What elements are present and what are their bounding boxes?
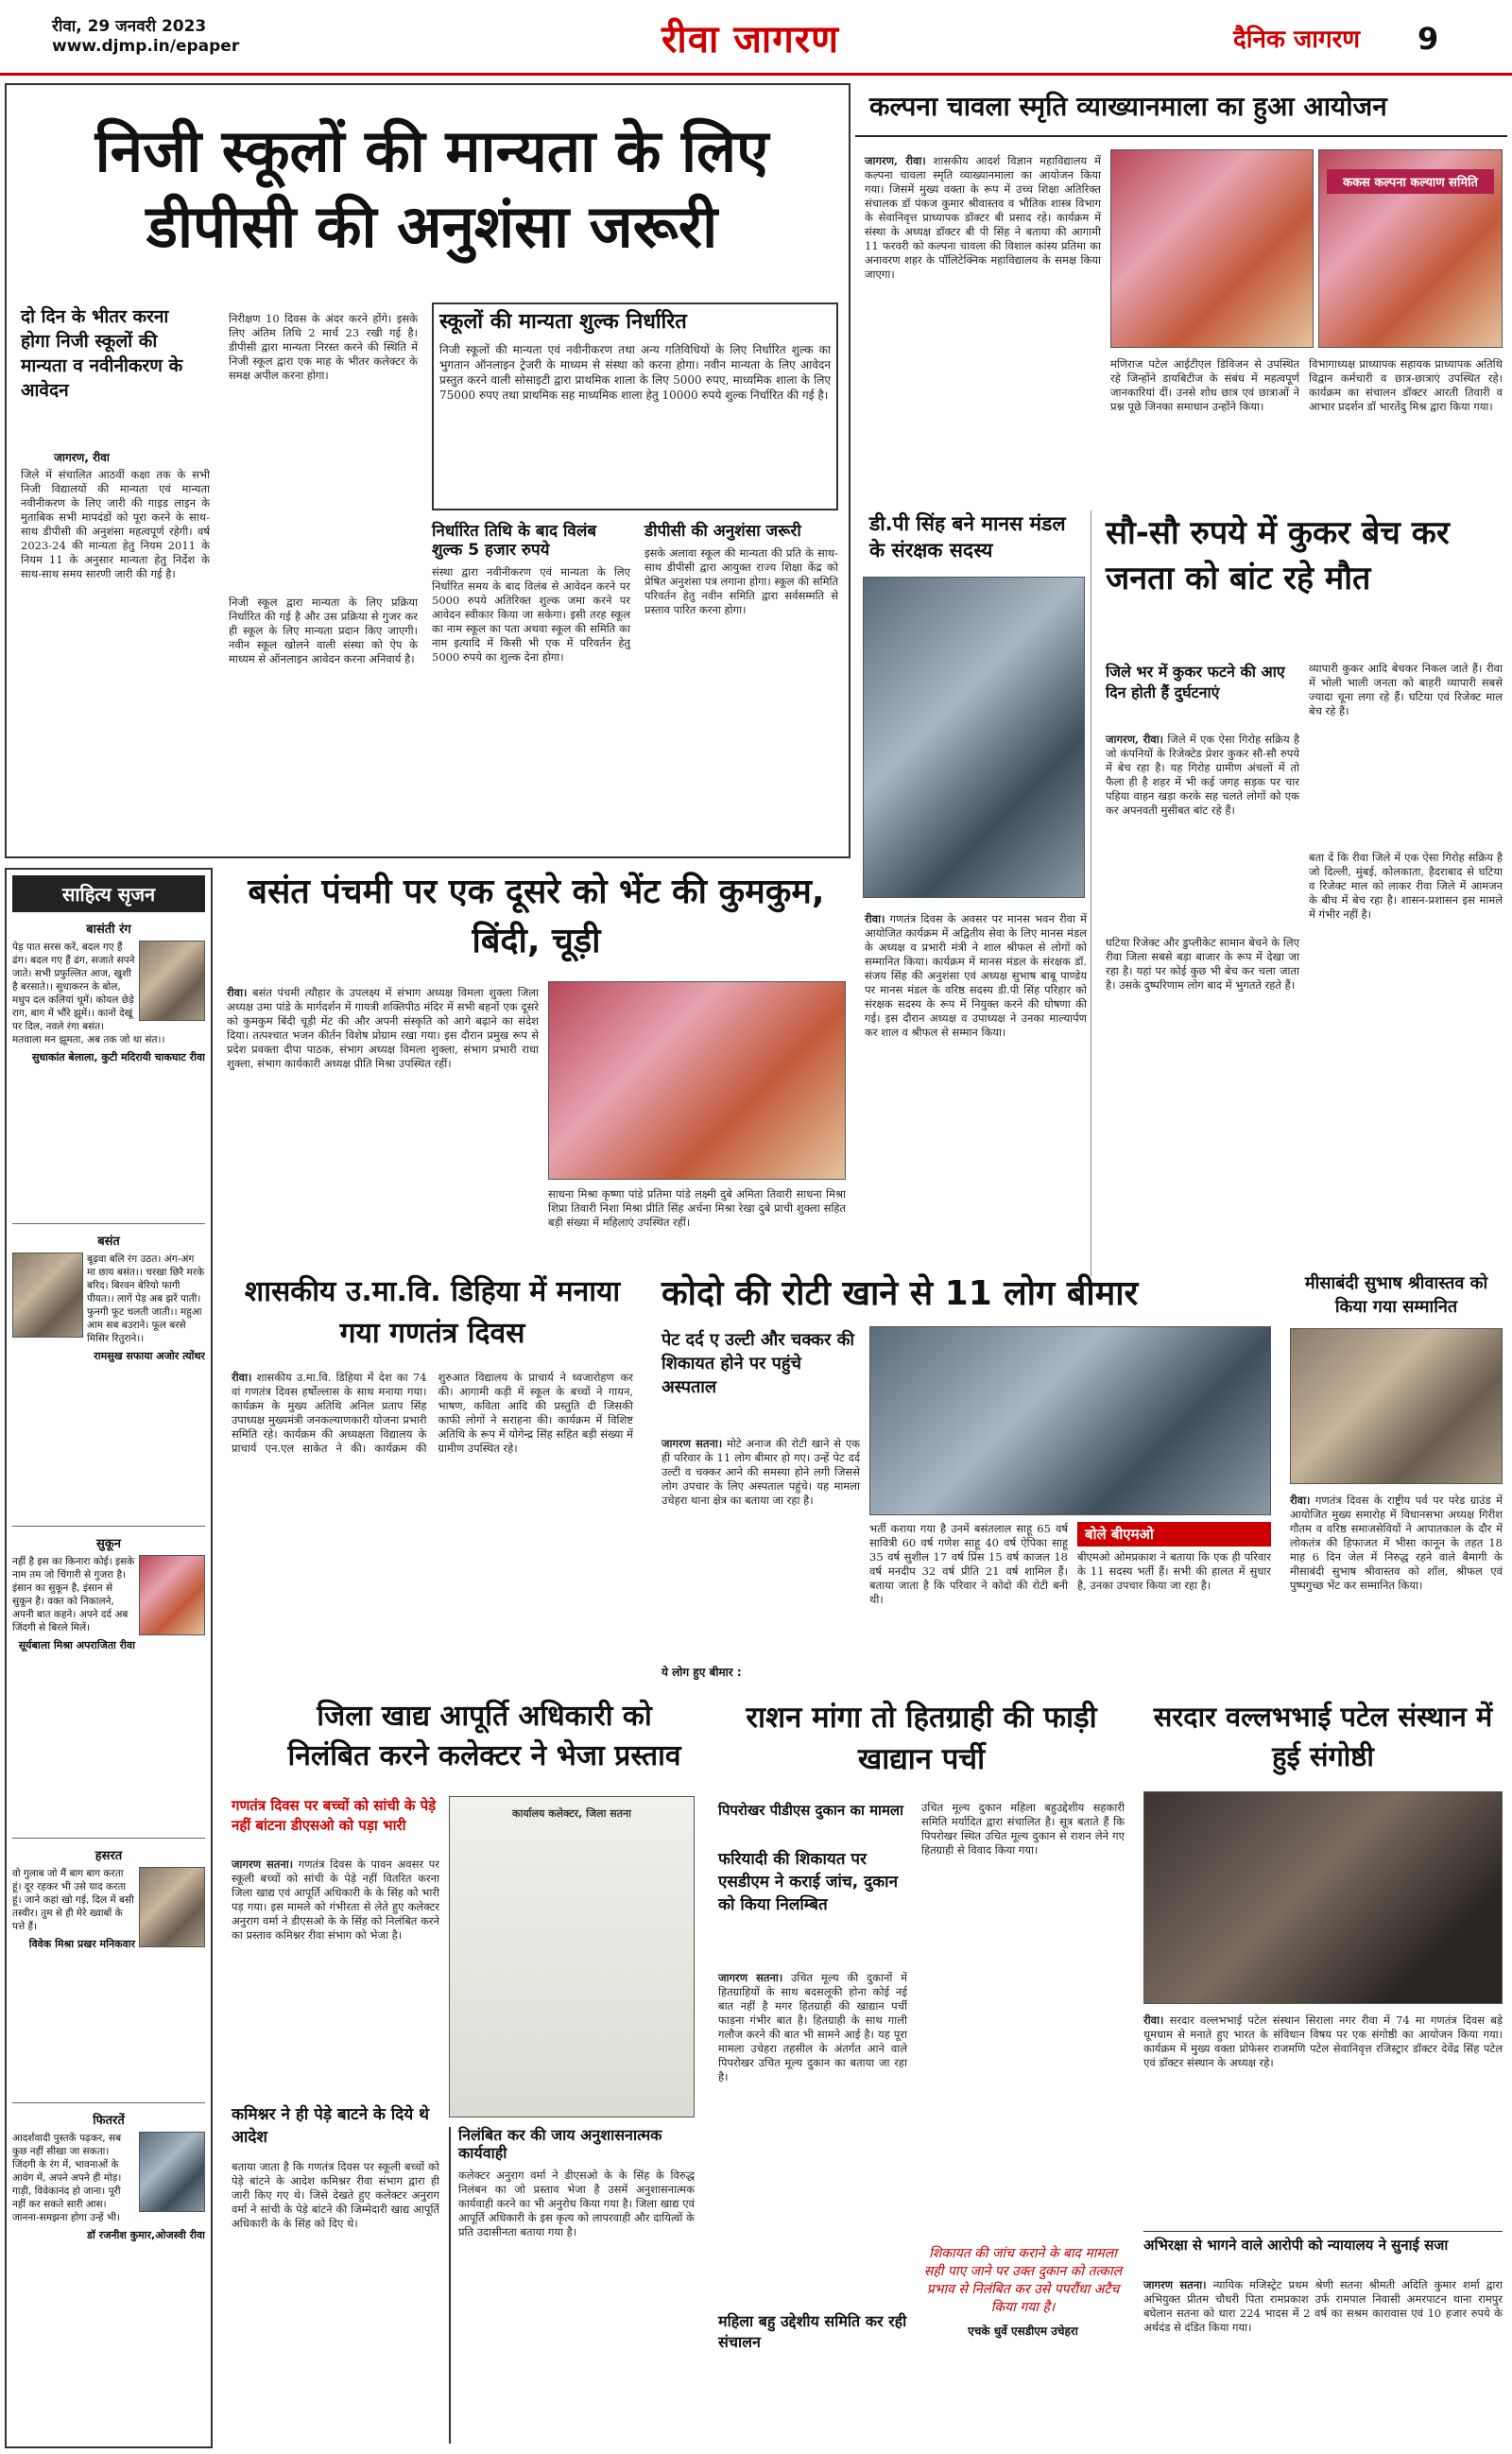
masthead-meta [52, 17, 239, 57]
khadya-kicker: गणतंत्र दिवस पर बच्चों को सांची के पेड़े नहीं बांटना डीएसओ को पड़ा भारी [232, 1797, 437, 1834]
dp-singh-body: रीवा। गणतंत्र दिवस के अवसर पर मानस भवन रीवा में आयोजित कार्यक्रम में अद्वितीय सेवा के लिए मानस मंडल के अध्यक्ष व प्रभारी मंत्री ने शाल श्रीफल से लोगों को सम्मानित किया। कार्यक्रम में मानस मंडल के संरक्षक डॉ. संजय सिंह की अनुशंसा एवं अध्यक्ष सुभाष बाबू पाण्डेय पर मानस मंडल के वरिष्ठ सदस्य डी.पी सिंह परिहार को संरक्षक सदस्य के रूप में नियुक्त करने की घोषणा की गई। इस दौरान अध्यक्ष व उपाध्यक्ष ने उनका माल्यार्पण कर शाल व श्रीफल से सम्मान किया। [865, 912, 1087, 1039]
poem-2-author: रामसुख सफाया अजोर त्योंथर [94, 1350, 205, 1362]
dpc-title: डीपीसी की अनुशंसा जरूरी [644, 522, 801, 541]
poem-3-author-photo [139, 1555, 205, 1635]
ration-pull-text: शिकायत की जांच कराने के बाद मामला सही पाए जाने पर उक्त दुकान को तत्काल प्रभाव से निलंबित कर उसे पपरौंधा अटैच किया गया है। [923, 2246, 1123, 2315]
lead-body-2: निरीक्षण 10 दिवस के अंदर करने होंगे। इसके लिए अंतिम तिथि 2 मार्च 23 रखी गई है। डीपीसी द्वारा मान्यता निरस्त करने की स्थिति में निजी स्कूल द्वारा एक माह के भीतर कलेक्टर के समक्ष अपील करना होगा। [229, 312, 418, 382]
kodo-body-2: भर्ती कराया गया है उनमें बसंतलाल साहू 65 वर्ष सावित्री 60 वर्ष गणेश साहू 40 वर्ष ऐपिका साहू 35 वर्ष सुशील 17 वर्ष प्रिंस 15 वर्ष काजल 18 वर्ष मनदीप 32 वर्ष प्रीति 21 वर्ष शामिल हैं। बताया जाता है कि परिवार ने कोदो की रोटी बनी थी। [869, 1522, 1068, 1606]
poem-2-author-photo [12, 1253, 83, 1338]
bmo-quote [1077, 1522, 1271, 1683]
basant-caption: साधना मिश्रा कृष्णा पांडे प्रतिमा पांडे लक्ष्मी दुबे अमिता तिवारी साधना मिश्रा शिप्रा तिवारी निशा मिश्रा प्रीति सिंह अर्चना मिश्रा रेखा दुबे प्राची शुक्ला सहित बड़ी संख्या में महिलाएं उपस्थित रहीं। [548, 1187, 846, 1229]
khadya-body: जागरण सतना। गणतंत्र दिवस के पावन अवसर पर स्कूली बच्चों को सांची के पेड़े नहीं वितरित करना जिला खाद्य एवं आपूर्ति अधिकारी के के सिंह को भारी पड़ गया। इस मामले को गंभीरता से लेते हुए कलेक्टर अनुराग वर्मा ने डीएसओ के के सिंह को निलंबित करने का प्रस्ताव कमिश्नर रीवा संभाग को भेजा है। [232, 1858, 440, 1942]
lead-dateline: जागरण, रीवा [54, 451, 110, 464]
cooker-body-1: जागरण, रीवा। जिले में एक ऐसा गिरोह सक्रिय है जो कंपनियों के रिजेक्टेड प्रेशर कुकर सौ-सौ रुपये में बेच रहा है। यह गिरोह ग्रामीण अंचलों में तो फैला ही है शहर में भी कई जगह सड़क पर चार पहिया वाहन खड़ा करके सह चलते लोगों को एक कर अपनवती मुसीबत बांट रहे हैं। [1106, 733, 1299, 817]
dihiya-body: रीवा। शासकीय उ.मा.वि. डिहिया में देश का 74 वां गणतंत्र दिवस हर्षोल्लास के साथ मनाया गया। कार्यक्रम के मुख्य अतिथि अनिल प्रताप सिंह उपाध्यक्ष मुख्यमंत्री जनकल्याणकारी योजना प्रभारी समिति रहे। कार्यक्रम की अध्यक्षता विद्यालय के प्राचार्य एन.एल साकेत ने की। कार्यक्रम की शुरुआत विद्यालय के प्राचार्य ने ध्वजारोहण कर की। आगामी कड़ी में स्कूल के बच्चों ने गायन, भाषण, कविता आदि की प्रस्तुति दी जिसकी काफी लोगों ने सराहना की। कार्यक्रम में विशिष्ट अतिथि के रूप में योगेन्द्र सिंह सहित बड़ी संख्या में ग्रामीण उपस्थित रहे। [232, 1371, 633, 1455]
poem-3-text: नहीं है इस का किनारा कोई। इसके नाम तम जो चिंगारी से गुजरा है। इंसान का सुकून है, इंसान से सुकून है। वक्त को निकालने, अपनी बात कहने। अपने दर्द अब जिंदगी से बिरले मिलें। [12, 1556, 135, 1633]
masthead [0, 0, 1512, 76]
patel-story [1139, 1697, 1507, 2448]
ration-story [713, 1697, 1129, 2448]
dp-singh-headline: डी.पी सिंह बने मानस मंडल के संरक्षक सदस्य [869, 512, 1066, 562]
kodo-headline: कोदो की रोटी खाने से 11 लोग बीमार [662, 1274, 1139, 1313]
cooker-deck: जिले भर में कुकर फटने की आए दिन होती हैं दुर्घटनाएं [1106, 663, 1285, 701]
lead-story [5, 83, 850, 858]
poem-3 [12, 1527, 205, 1839]
ration-headline: राशन मांगा तो हितग्राही की फाड़ी खाद्यान पर्ची [746, 1701, 1097, 1776]
poem-5 [12, 2103, 205, 2406]
kalpana-body: जागरण, रीवा। शासकीय आदर्श विज्ञान महाविद्यालय में कल्पना चावला स्मृति व्याख्यानमाला का आयोजन किया गया। जिसमें मुख्य वक्ता के रूप में उच्च शिक्षा अतिरिक्त संचालक डॉ पंकज कुमार श्रीवास्तव व भौतिक शास्त्र विभाग के सेवानिवृत्त प्राध्यापक डॉक्टर बी प्रसाद रहे। कार्यक्रम में संस्था के अध्यक्ष डॉक्टर बी पी सिंह ने बताया की आगामी 11 फरवरी को कल्पना चावला की विशाल कांस्य प्रतिमा का अनावरण शहर के पॉलिटेक्निक महाविद्यालय के समक्ष किया जाएगा। [865, 154, 1101, 281]
epaper-url[interactable]: www.djmp.in/epaper [52, 37, 240, 56]
poem-3-author: सूर्यबाला मिश्रा अपराजिता रीवा [18, 1639, 135, 1651]
khadya-box-title: निलंबित कर की जाय अनुशासनात्मक कार्यवाही [458, 2126, 662, 2162]
basant-body: रीवा। बसंत पंचमी त्यौहार के उपलक्ष्य में संभाग अध्यक्ष विमला शुक्ला जिला अध्यक्ष उमा पांडे के मार्गदर्शन में गायत्री शक्तिपीठ मंदिर में सभी बहनों एक दूसरे को कुमकुम बिंदी चूड़ी मेंट की और अपनी संस्कृति को आगे बढ़ाने का संदेश दिया। तत्पश्चात भजन कीर्तन विशेष प्रोग्राम रखा गया। इस दौरान प्रमुख रूप से प्रदेश प्रवक्ता दीपा पाठक, संभाग अध्यक्ष विमला शुक्ला, संभाग प्रभारी राधा शुक्ला, संभाग कार्यकारी अध्यक्ष प्रीति मिश्रा उपस्थित रहीं। [227, 986, 539, 1070]
kalpana-body-3: विभागाध्यक्ष प्राध्यापक सहायक प्राध्यापक अतिथि विद्वान कर्मचारी व छात्र-छात्राएं उपस्थित रहे। कार्यक्रम का संचालन डॉक्टर आरती तिवारी व आभार प्रदर्शन डॉ भारतेंदु मिश्र द्वारा किया गया। [1309, 357, 1503, 413]
kodo-story [652, 1271, 1276, 1687]
fees-box-body: निजी स्कूलों की मान्यता एवं नवीनीकरण तथा अन्य गतिविधियों के लिए निर्धारित शुल्क का भुगतान ऑनलाइन ट्रेजरी के माध्यम से संस्था को करना होगा। नवीन मान्यता के लिए आवेदन प्रस्तुत करने वाली सोसाइटी द्वारा प्राथमिक शाला के लिए 5000 रुपए, माध्यमिक शाला के लिए 75000 रुपए तथा प्राथमिक सह माध्यमिक शाला हेतु 10000 रुपये शुल्क निर्धारित की गई है। [439, 342, 831, 402]
ration-body: जागरण सतना। उचित मूल्य की दुकानों में हितग्राहियों के साथ बदसलूकी होना कोई नई बात नहीं है मगर हितग्राही की खाद्यान पर्ची फाड़ना गंभीर बात है। हितग्राही के साथ गाली गलौज करने की बात भी सामने आई है। यह पूरा मामला उचेहरा तहसील के अंतर्गत आने वाले पिपरोखर उचित मूल्य दुकान का बताया जा रहा है। [718, 1971, 907, 2083]
edition-title: रीवा जागरण [662, 17, 840, 61]
khadya-box-body: कलेक्टर अनुराग वर्मा ने डीएसओ के के सिंह के विरुद्ध निलंबन का जो प्रस्ताव भेजा है उसमें अनुशासनात्मक कार्यवाही करने का भी अनुरोध किया गया है। जिला खाद्य एवं आपूर्ति अधिकारी के इस कृत्य को लापरवाही और दायित्वों के प्रति उदासीनता बताया गया है। [458, 2168, 695, 2238]
khadya-story [222, 1697, 704, 2448]
dihiya-headline: शासकीय उ.मा.वि. डिहिया में मनाया गया गणतंत्र दिवस [244, 1275, 621, 1350]
kodo-body-1: जागरण सतना। मोटे अनाज की रोटी खाने से एक ही परिवार के 11 लोग बीमार हो गए। उन्हें पेट दर्द उल्टी व चक्कर आने की समस्या होने लगी जिससे लोग उपचार के लिए अस्पताल पहुंचे। यह मामला उचेहरा थाना क्षेत्र का बताया जा रहा है। [662, 1437, 861, 1507]
patel-body: रीवा। सरदार वल्लभभाई पटेल संस्थान सिराला नगर रीवा में 74 मा गणतंत्र दिवस बड़े धूमधाम से मनाते हुए भारत के संविधान विषय पर एक संगोष्ठी का आयोजन किया गया। कार्यक्रम में मुख्य वक्ता प्रोफेसर राजमणि पटेल सेवानिवृत्त रजिस्ट्रार डॉक्टर देवेंद्र सिंह पटेल एवं डॉक्टर संस्थान के अध्यक्ष रहे। [1143, 2013, 1503, 2069]
page-number: 9 [1418, 21, 1439, 57]
subhash-photo [1290, 1328, 1503, 1484]
bmo-quote-text: बीएमओ ओमप्रकाश ने बताया कि एक ही परिवार के 11 सदस्य भर्ती हैं। सभी की हालत में सुधार है, उनका उपचार किया जा रहा है। [1077, 1550, 1271, 1592]
basant-story [222, 868, 850, 1265]
khadya-document-image [449, 1796, 695, 2117]
poem-1-title: बासंती रंग [86, 923, 131, 937]
patel-headline: सरदार वल्लभभाई पटेल संस्थान में हुई संगोष्ठी [1153, 1701, 1493, 1772]
poem-4-author-photo [139, 1867, 205, 1947]
patel-photo [1143, 1791, 1503, 2004]
poem-4 [12, 1839, 205, 2103]
kalpana-banner-photo [1318, 149, 1503, 348]
poem-5-text: आदर्शवादी पुस्तकें पढ़कर, सब कुछ नहीं सीखा जा सकता। जिंदगी के रंग में, भावनाओं के आवेग में, अपने अपने ही मोड़। गाड़ी, विवेकानंद हो जाना। पूरी नहीं कर सकते सारी आस। जानना-समझना होगा उन्हें भी। [12, 2133, 122, 2223]
poem-5-author-photo [139, 2132, 205, 2212]
poem-5-author: डॉ रजनीश कुमार,ओजस्वी रीवा [87, 2229, 205, 2241]
ration-deck-2: फरियादी की शिकायत पर एसडीएम ने कराई जांच, दुकान को किया निलम्बित [718, 1850, 899, 1914]
poem-3-title: सुकून [96, 1537, 121, 1551]
poem-1 [12, 912, 205, 1224]
late-fee-body: संस्था द्वारा नवीनीकरण एवं मान्यता के लिए निर्धारित समय के बाद विलंब से आवेदन करने पर 5000 रुपये अतिरिक्त शुल्क जमा करने पर आवेदन स्वीकार किया जा सकेगा। इसी तरह स्कूल का नाम स्कूल का पता अथवा स्कूल की समिति का नाम इत्यादि में किसी भी एक में परिवर्तन हेतु 5000 रुपये का शुल्क देना होगा। [432, 565, 630, 665]
dpc-body: इसके अलावा स्कूल की मान्यता की प्रति के साथ-साथ डीपीसी द्वारा आयुक्त राज्य शिक्षा केंद्र को प्रेषित अनुशंसा पत्र लगाना होगा। स्कूल की समिति परिवर्तन हेतु नवीन समिति द्वारा सर्वसम्मति से प्रस्ताव पारित करना होगा। [644, 546, 838, 617]
poem-2 [12, 1224, 205, 1527]
dp-singh-story [855, 510, 1091, 1276]
sahitya-sidebar [5, 868, 213, 2448]
dpc-col [644, 522, 838, 843]
poem-1-author: सुधाकांत बेलाला, कुटी मदिरायी चाकघाट रीवा [31, 1051, 205, 1063]
kalpana-body-2: मणिराज पटेल आईटीएल डिविजन से उपस्थित रहे जिन्होंने डायबिटीज के संबंध में महत्वपूर्ण जानकारियां दीं। उनसे शोध छात्र एवं छात्राओं ने प्रश्न पूछे जिनका समाधान उन्होंने किया। [1110, 357, 1299, 413]
lead-body-3: निजी स्कूल द्वारा मान्यता के लिए प्रक्रिया निर्धारित की गई है और उस प्रक्रिया से गुजर कर ही स्कूल के लिए मान्यता प्रदान किए जाएगी। नवीन स्कूल खोलने वाली संस्था को ऐप के माध्यम से ऑनलाइन आवेदन करना अनिवार्य है। [229, 596, 418, 665]
subhash-story [1285, 1271, 1507, 1687]
lead-headline: निजी स्कूलों की मान्यता के लिए डीपीसी की अनुशंसा जरूरी [94, 116, 769, 261]
kalpana-story [855, 83, 1507, 499]
cooker-body-4: बता दें कि रीवा जिले में एक ऐसा गिरोह सक्रिय है जो दिल्ली, मुंबई, कोलकाता, हैदराबाद से घटिया व रिजेक्ट माल को लाकर रीवा जिले में आमजन के बीच में बेच रहा है। शासन-प्रशासन इस मामले में गंभीर नहीं है। [1309, 851, 1503, 921]
kalpana-photo-stage [1110, 149, 1314, 348]
patel-sub: अभिरक्षा से भागने वाले आरोपी को न्यायालय ने सुनाई सजा [1143, 2231, 1503, 2255]
poem-1-text: पेड़ पात सरस करें, बदल गए हैं ढंग। बदल गए हैं ढंग, सजाते सपने जाते। सभी प्रफुल्लित आज, खुशी है बरसाते।। सुधाकरन के बोल, मधुप दल कलियां चूमें। कोयल छेड़े राग, बाग में भौंरे झूमें।। कानों देखूं पर दिल, नवले रंगा बसंत। मतवाला मन झूमता, अब तक जो था संत।। [12, 942, 165, 1046]
kalpana-banner-text: ककस कल्पना कल्याण समिति [1327, 169, 1494, 194]
dp-singh-photo [863, 577, 1085, 898]
headline-rule [855, 135, 1507, 137]
newspaper-name: दैनिक जागरण [1233, 26, 1361, 54]
poem-2-title: बसंत [97, 1235, 120, 1249]
ration-sub: महिला बहु उद्देशीय समिति कर रही संचालन [718, 2312, 907, 2351]
ration-pull-quote [921, 2245, 1125, 2434]
poem-4-author: विवेक मिश्रा प्रखर मनिकवार [28, 1938, 135, 1950]
dihiya-story [222, 1271, 643, 1687]
basant-photo [548, 981, 846, 1180]
khadya-document-label: कार्यालय कलेक्टर, जिला सतना [512, 1807, 631, 1820]
bmo-quote-label: बोले बीएमओ [1077, 1522, 1271, 1547]
poem-4-text: वो गुलाब जो मैं बाग बाग करता हूं। दूर रहकर भी उसे याद करता हूं। जाने कहां खो गई, दिल में बसी तस्वीर। तुम से ही मेरे ख्वाबों के पत्ते हैं। [12, 1868, 134, 1932]
kalpana-headline: कल्पना चावला स्मृति व्याख्यानमाला का हुआ आयोजन [869, 91, 1387, 122]
kodo-deck: पेट दर्द ए उल्टी और चक्कर की शिकायत होने पर पहुंचे अस्पताल [662, 1330, 855, 1397]
khadya-sub: कमिश्नर ने ही पेड़े बाटने के दिये थे आदेश [232, 2105, 429, 2147]
kodo-photo [869, 1326, 1271, 1515]
khadya-body-2: बताया जाता है कि गणतंत्र दिवस पर स्कूली बच्चों को पेड़े बांटने के आदेश कमिश्नर रीवा संभाग द्वारा ही जारी किए गए थे। जिसे देखते हुए कलेक्टर अनुराग वर्मा ने सांची के पेड़े बांटने की जिम्मेदारी खाद्य आपूर्ति अधिकारी के के सिंह को दिए थे। [232, 2160, 439, 2230]
poem-5-title: फितरतें [93, 2114, 125, 2128]
fees-box [432, 302, 838, 510]
lead-body-1: जिले में संचालित आठवीं कक्षा तक के सभी निजी विद्यालयों की मान्यता एवं मान्यता नवीनीकरण के लिए जारी की गाइड लाइन के मुताबिक सभी मापदंडों को पूरा करने के साथ-साथ डीपीसी की अनुशंसा महत्वपूर्ण रहेगी। वर्ष 2023-24 की मान्यता हेतु नियम 2011 के नियम 11 के अनुसार मान्यता हेतु निर्देश के साथ-साथ समय सारणी जारी की गई है। [21, 468, 210, 580]
late-fee-col [432, 522, 630, 843]
cooker-story [1096, 510, 1507, 1276]
poem-2-text: बूढ़वा बलि रंग उठत। अंग-अंग मा छाय बसंत।। चरखा छिरै मरके बरिद। बिरवन बेरियो फागी पीयत।। लागें पेड़ अब झरें पाती। फुनगी फूट चलती जाती।। महुआ आम सब बउराने। फूल बरसे मिसिर रितुराने।। [87, 1253, 205, 1344]
cooker-body-2: घटिया रिजेक्ट और डुप्लीकेट सामान बेचने के लिए रीवा जिला सबसे बड़ा बाजार के रूप में देखा जा रहा है। यहां पर कोई कुछ भी बेच कर चला जाता है। उसके दुष्परिणाम लोग बाद में भुगतते रहते हैं। [1106, 936, 1299, 992]
fees-box-title: स्कूलों की मान्यता शुल्क निर्धारित [439, 310, 687, 334]
ration-deck-1: पिपरोखर पीडीएस दुकान का मामला [718, 1802, 903, 1819]
poem-1-author-photo [139, 941, 205, 1021]
ration-body-2: उचित मूल्य दुकान महिला बहुउद्देशीय सहकारी समिति मर्यादित द्वारा संचालित है। सूत्र बताते हैं कि पिपरोखर स्थित उचित मूल्य दुकान से राशन लेने गए हितग्राही से विवाद किया गया। [921, 1801, 1125, 1857]
late-fee-title: निर्धारित तिथि के बाद विलंब शुल्क 5 हजार रुपये [432, 522, 597, 561]
sahitya-title: साहित्य सृजन [12, 875, 205, 912]
ration-pull-credit: एचके धुर्वे एसडीएम उचेहरा [968, 2324, 1078, 2338]
khadya-headline: जिला खाद्य आपूर्ति अधिकारी को निलंबित करने कलेक्टर ने भेजा प्रस्ताव [287, 1700, 681, 1772]
subhash-headline: मीसाबंदी सुभाष श्रीवास्तव को किया गया सम्मानित [1304, 1273, 1488, 1317]
edition-date: रीवा, 29 जनवरी 2023 [52, 17, 207, 36]
poem-4-title: हसरत [94, 1849, 123, 1863]
subhash-body: रीवा। गणतंत्र दिवस के राष्ट्रीय पर्व पर परेड ग्राउंड में आयोजित मुख्य समारोह में विधानसभा अध्यक्ष गिरीश गौतम व वरिष्ठ समाजसेवियों ने आपातकाल के दौर में लोकतंत्र की हिफाजत में भीसा कानून के तहत 18 माह 6 दिन जेल में निरुद्ध रहने वाले बैमागी के मीसाबंदी सुभाष श्रीवास्तव को शॉल, श्रीफल एवं पुष्पगुच्छ भेंट कर सम्मानित किया। [1290, 1494, 1503, 1592]
patel-sub-body: जागरण सतना। न्यायिक मजिस्ट्रेट प्रथम श्रेणी सतना श्रीमती अदिति कुमार शर्मा द्वारा अभियुक्त प्रीतम चौधरी पिता रामप्रकाश उर्फ रामपाल निवासी अमरपाटन थाना रामपुर बघेलान सतना को धारा 224 भादस में 2 वर्ष का सश्रम कारावास एवं 10 हजार रुपये के अर्थदंड से दंडित किया गया। [1143, 2278, 1503, 2334]
cooker-body-3: व्यापारी कुकर आदि बेचकर निकल जाते हैं। रीवा में भोली भाली जनता को बाहरी व्यापारी सबसे ज्यादा चूना लगा रहे हैं। घटिया एवं रिजेक्ट माल बेच रहे हैं। [1309, 662, 1503, 717]
cooker-headline: सौ-सौ रुपये में कुकर बेच कर जनता को बांट रहे मौत [1106, 514, 1450, 597]
kodo-footer-label: ये लोग हुए बीमार : [662, 1666, 742, 1679]
lead-deck: दो दिन के भीतर करना होगा निजी स्कूलों की मान्यता व नवीनीकरण के आवेदन [21, 306, 183, 401]
basant-headline: बसंत पंचमी पर एक दूसरे को भेंट की कुमकुम, बिंदी, चूड़ी [248, 873, 825, 960]
khadya-box [449, 2127, 695, 2444]
